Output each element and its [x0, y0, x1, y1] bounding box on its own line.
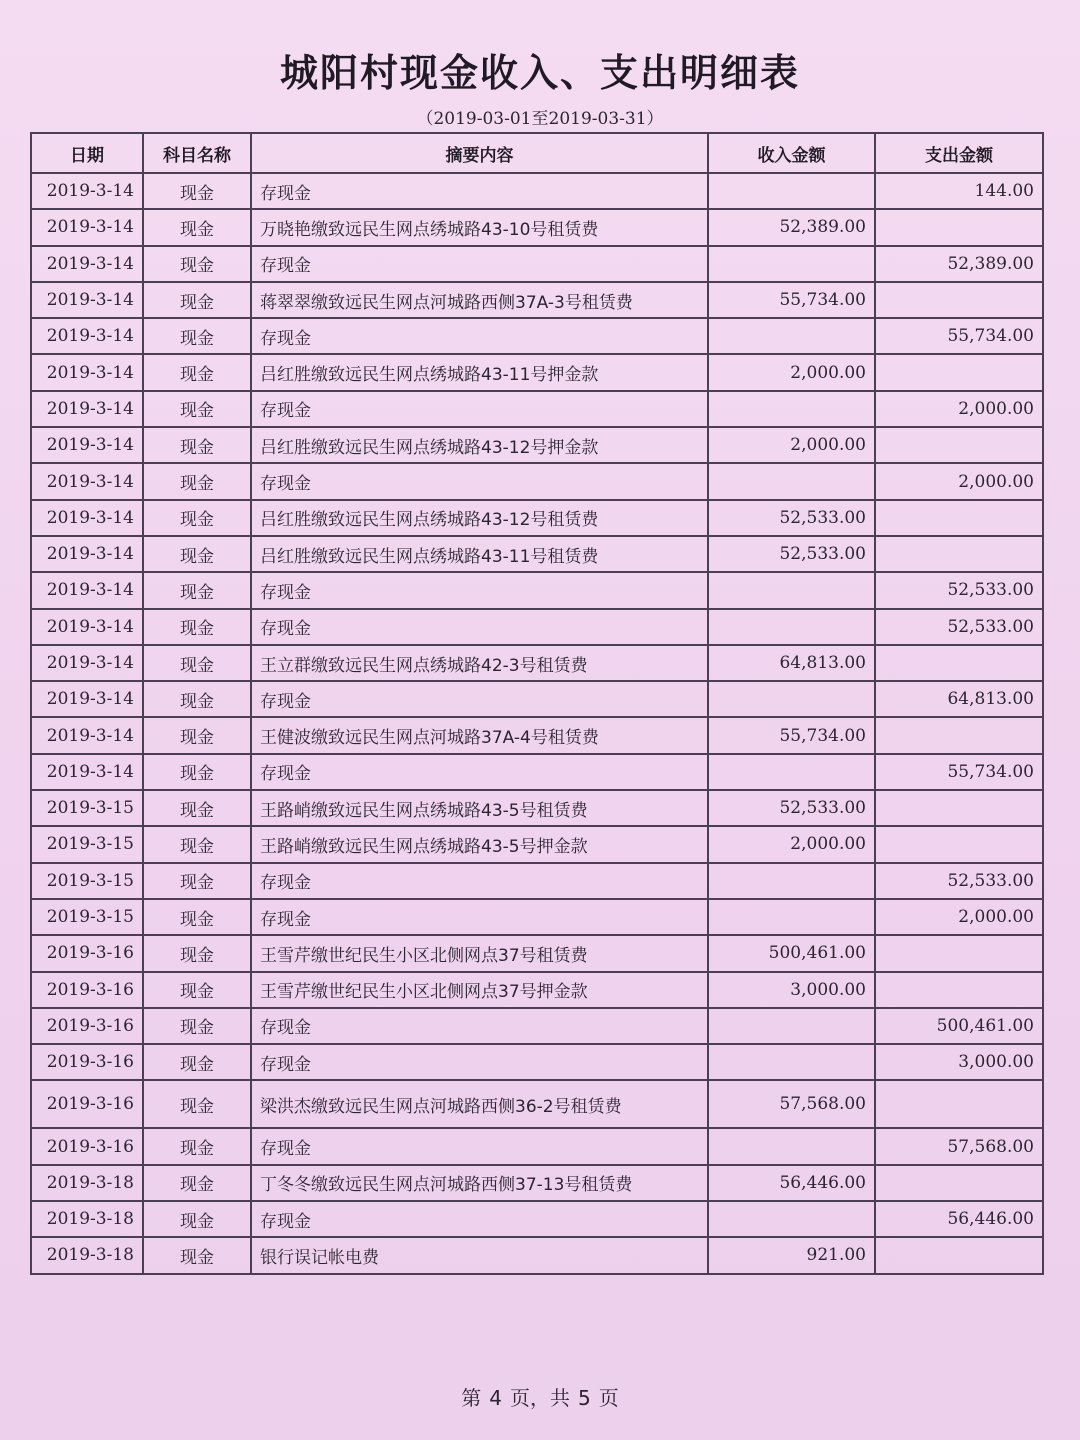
cell-income — [708, 1128, 875, 1164]
cell-description: 存现金 — [251, 173, 708, 209]
cell-subject: 现金 — [143, 899, 251, 935]
cell-expense: 2,000.00 — [875, 391, 1043, 427]
cell-description: 王雪芹缴世纪民生小区北侧网点37号押金款 — [251, 972, 708, 1008]
page-suffix: 页 — [598, 1386, 619, 1410]
cell-subject: 现金 — [143, 209, 251, 245]
cell-date: 2019-3-16 — [31, 1128, 143, 1164]
page-indicator — [0, 1382, 1080, 1411]
cell-date: 2019-3-14 — [31, 609, 143, 645]
cell-subject: 现金 — [143, 681, 251, 717]
table-row — [31, 1128, 1043, 1164]
table-row — [31, 209, 1043, 245]
cell-subject: 现金 — [143, 1165, 251, 1201]
cell-date: 2019-3-15 — [31, 899, 143, 935]
cell-income — [708, 681, 875, 717]
cell-expense — [875, 427, 1043, 463]
table-row — [31, 500, 1043, 536]
cell-income — [708, 1044, 875, 1080]
cell-description: 存现金 — [251, 463, 708, 499]
cell-subject: 现金 — [143, 463, 251, 499]
cell-income — [708, 1008, 875, 1044]
cell-description: 存现金 — [251, 391, 708, 427]
cell-subject: 现金 — [143, 645, 251, 681]
cell-expense — [875, 717, 1043, 753]
cell-description: 存现金 — [251, 1128, 708, 1164]
cell-description: 吕红胜缴致远民生网点绣城路43-12号押金款 — [251, 427, 708, 463]
cell-date: 2019-3-18 — [31, 1237, 143, 1273]
cell-description: 吕红胜缴致远民生网点绣城路43-11号租赁费 — [251, 536, 708, 572]
cell-description: 存现金 — [251, 246, 708, 282]
cell-date: 2019-3-15 — [31, 790, 143, 826]
cell-date: 2019-3-16 — [31, 1080, 143, 1128]
cell-income: 52,533.00 — [708, 536, 875, 572]
cell-subject: 现金 — [143, 972, 251, 1008]
cell-subject: 现金 — [143, 1237, 251, 1273]
table-row — [31, 899, 1043, 935]
cell-description: 存现金 — [251, 754, 708, 790]
cell-subject: 现金 — [143, 318, 251, 354]
table-row — [31, 1237, 1043, 1273]
cell-subject: 现金 — [143, 1044, 251, 1080]
table-row — [31, 354, 1043, 390]
cell-date: 2019-3-14 — [31, 282, 143, 318]
table-row — [31, 1165, 1043, 1201]
cell-income — [708, 173, 875, 209]
cell-expense: 52,533.00 — [875, 863, 1043, 899]
cell-income: 52,389.00 — [708, 209, 875, 245]
cell-description: 王健波缴致远民生网点河城路37A-4号租赁费 — [251, 717, 708, 753]
cell-description: 万晓艳缴致远民生网点绣城路43-10号租赁费 — [251, 209, 708, 245]
cell-expense — [875, 500, 1043, 536]
ledger-body — [31, 173, 1043, 1274]
table-row — [31, 572, 1043, 608]
table-row — [31, 609, 1043, 645]
cell-subject: 现金 — [143, 826, 251, 862]
cell-date: 2019-3-14 — [31, 427, 143, 463]
cell-expense — [875, 1237, 1043, 1273]
cell-description: 存现金 — [251, 863, 708, 899]
cell-subject: 现金 — [143, 1080, 251, 1128]
cell-subject: 现金 — [143, 536, 251, 572]
table-row — [31, 935, 1043, 971]
cell-description: 王路峭缴致远民生网点绣城路43-5号租赁费 — [251, 790, 708, 826]
cell-income: 921.00 — [708, 1237, 875, 1273]
cell-expense — [875, 354, 1043, 390]
cell-expense: 52,533.00 — [875, 609, 1043, 645]
table-row — [31, 391, 1043, 427]
cell-description: 存现金 — [251, 318, 708, 354]
ledger-table — [30, 132, 1044, 1275]
cell-date: 2019-3-16 — [31, 1008, 143, 1044]
cell-subject: 现金 — [143, 354, 251, 390]
cell-subject: 现金 — [143, 1201, 251, 1237]
cell-income — [708, 863, 875, 899]
table-row — [31, 790, 1043, 826]
cell-income — [708, 899, 875, 935]
cell-income: 2,000.00 — [708, 354, 875, 390]
cell-description: 存现金 — [251, 1201, 708, 1237]
table-row — [31, 717, 1043, 753]
column-header-description: 摘要内容 — [251, 133, 708, 173]
cell-subject: 现金 — [143, 173, 251, 209]
cell-expense: 55,734.00 — [875, 318, 1043, 354]
cell-income — [708, 391, 875, 427]
cell-date: 2019-3-16 — [31, 972, 143, 1008]
column-header-income: 收入金额 — [708, 133, 875, 173]
document-title: 城阳村现金收入、支出明细表 — [279, 51, 800, 95]
cell-expense — [875, 1165, 1043, 1201]
cell-expense: 3,000.00 — [875, 1044, 1043, 1080]
cell-description: 梁洪杰缴致远民生网点河城路西侧36-2号租赁费 — [251, 1080, 708, 1128]
cell-expense — [875, 826, 1043, 862]
cell-subject: 现金 — [143, 717, 251, 753]
cell-expense — [875, 645, 1043, 681]
column-header-date: 日期 — [31, 133, 143, 173]
cell-date: 2019-3-14 — [31, 645, 143, 681]
cell-description: 存现金 — [251, 1044, 708, 1080]
page-mid: 页，共 — [510, 1386, 570, 1410]
table-row — [31, 863, 1043, 899]
cell-expense: 500,461.00 — [875, 1008, 1043, 1044]
cell-expense: 57,568.00 — [875, 1128, 1043, 1164]
table-row — [31, 1008, 1043, 1044]
cell-income: 56,446.00 — [708, 1165, 875, 1201]
cell-date: 2019-3-14 — [31, 246, 143, 282]
cell-description: 吕红胜缴致远民生网点绣城路43-12号租赁费 — [251, 500, 708, 536]
cell-subject: 现金 — [143, 1008, 251, 1044]
cell-income — [708, 318, 875, 354]
table-row — [31, 173, 1043, 209]
table-row — [31, 1044, 1043, 1080]
cell-income: 2,000.00 — [708, 427, 875, 463]
cell-expense: 64,813.00 — [875, 681, 1043, 717]
cell-income: 57,568.00 — [708, 1080, 875, 1128]
cell-description: 王立群缴致远民生网点绣城路42-3号租赁费 — [251, 645, 708, 681]
cell-subject: 现金 — [143, 863, 251, 899]
cell-date: 2019-3-16 — [31, 1044, 143, 1080]
table-row — [31, 754, 1043, 790]
cell-description: 王雪芹缴世纪民生小区北侧网点37号租赁费 — [251, 935, 708, 971]
table-row — [31, 826, 1043, 862]
table-row — [31, 282, 1043, 318]
cell-subject: 现金 — [143, 427, 251, 463]
cell-date: 2019-3-14 — [31, 173, 143, 209]
cell-expense: 52,533.00 — [875, 572, 1043, 608]
cell-subject: 现金 — [143, 935, 251, 971]
cell-date: 2019-3-14 — [31, 391, 143, 427]
cell-date: 2019-3-18 — [31, 1165, 143, 1201]
cell-subject: 现金 — [143, 246, 251, 282]
cell-expense: 2,000.00 — [875, 899, 1043, 935]
cell-date: 2019-3-14 — [31, 354, 143, 390]
table-row — [31, 318, 1043, 354]
table-row — [31, 645, 1043, 681]
table-row — [31, 972, 1043, 1008]
cell-date: 2019-3-18 — [31, 1201, 143, 1237]
cell-subject: 现金 — [143, 391, 251, 427]
cell-income — [708, 1201, 875, 1237]
column-header-expense: 支出金额 — [875, 133, 1043, 173]
cell-date: 2019-3-16 — [31, 935, 143, 971]
table-header-row — [31, 133, 1043, 173]
table-row — [31, 1201, 1043, 1237]
cell-expense — [875, 209, 1043, 245]
table-row — [31, 1080, 1043, 1128]
cell-income — [708, 572, 875, 608]
cell-date: 2019-3-14 — [31, 500, 143, 536]
cell-subject: 现金 — [143, 282, 251, 318]
cell-description: 存现金 — [251, 1008, 708, 1044]
cell-income: 64,813.00 — [708, 645, 875, 681]
table-row — [31, 463, 1043, 499]
cell-expense — [875, 1080, 1043, 1128]
cell-date: 2019-3-14 — [31, 463, 143, 499]
page-total: 5 — [578, 1386, 591, 1410]
cell-income: 52,533.00 — [708, 500, 875, 536]
cell-subject: 现金 — [143, 572, 251, 608]
cell-description: 存现金 — [251, 681, 708, 717]
table-row — [31, 536, 1043, 572]
cell-expense: 144.00 — [875, 173, 1043, 209]
column-header-subject: 科目名称 — [143, 133, 251, 173]
cell-expense: 52,389.00 — [875, 246, 1043, 282]
table-row — [31, 246, 1043, 282]
cell-subject: 现金 — [143, 500, 251, 536]
table-row — [31, 681, 1043, 717]
cell-expense — [875, 790, 1043, 826]
cell-description: 存现金 — [251, 899, 708, 935]
cell-description: 吕红胜缴致远民生网点绣城路43-11号押金款 — [251, 354, 708, 390]
cell-description: 银行误记帐电费 — [251, 1237, 708, 1273]
date-range: （2019-03-01至2019-03-31） — [416, 109, 664, 129]
cell-income: 3,000.00 — [708, 972, 875, 1008]
cell-subject: 现金 — [143, 790, 251, 826]
cell-description: 存现金 — [251, 609, 708, 645]
cell-expense — [875, 972, 1043, 1008]
cell-description: 蒋翠翠缴致远民生网点河城路西侧37A-3号租赁费 — [251, 282, 708, 318]
cell-income — [708, 609, 875, 645]
cell-expense: 2,000.00 — [875, 463, 1043, 499]
cell-date: 2019-3-15 — [31, 863, 143, 899]
cell-subject: 现金 — [143, 754, 251, 790]
cell-date: 2019-3-14 — [31, 681, 143, 717]
cell-date: 2019-3-14 — [31, 754, 143, 790]
cell-expense — [875, 536, 1043, 572]
cell-date: 2019-3-14 — [31, 318, 143, 354]
cell-income — [708, 246, 875, 282]
cell-expense — [875, 935, 1043, 971]
cell-subject: 现金 — [143, 1128, 251, 1164]
cell-date: 2019-3-15 — [31, 826, 143, 862]
page-number: 4 — [489, 1386, 502, 1410]
cell-date: 2019-3-14 — [31, 717, 143, 753]
cell-date: 2019-3-14 — [31, 209, 143, 245]
cell-income: 55,734.00 — [708, 717, 875, 753]
cell-expense: 55,734.00 — [875, 754, 1043, 790]
cell-income: 2,000.00 — [708, 826, 875, 862]
cell-description: 存现金 — [251, 572, 708, 608]
cell-expense: 56,446.00 — [875, 1201, 1043, 1237]
cell-date: 2019-3-14 — [31, 572, 143, 608]
cell-income: 500,461.00 — [708, 935, 875, 971]
table-row — [31, 427, 1043, 463]
cell-subject: 现金 — [143, 609, 251, 645]
cell-income: 55,734.00 — [708, 282, 875, 318]
cell-income — [708, 754, 875, 790]
cell-income — [708, 463, 875, 499]
cell-date: 2019-3-14 — [31, 536, 143, 572]
cell-description: 王路峭缴致远民生网点绣城路43-5号押金款 — [251, 826, 708, 862]
cell-income: 52,533.00 — [708, 790, 875, 826]
cell-expense — [875, 282, 1043, 318]
cell-description: 丁冬冬缴致远民生网点河城路西侧37-13号租赁费 — [251, 1165, 708, 1201]
page-prefix: 第 — [461, 1386, 482, 1410]
